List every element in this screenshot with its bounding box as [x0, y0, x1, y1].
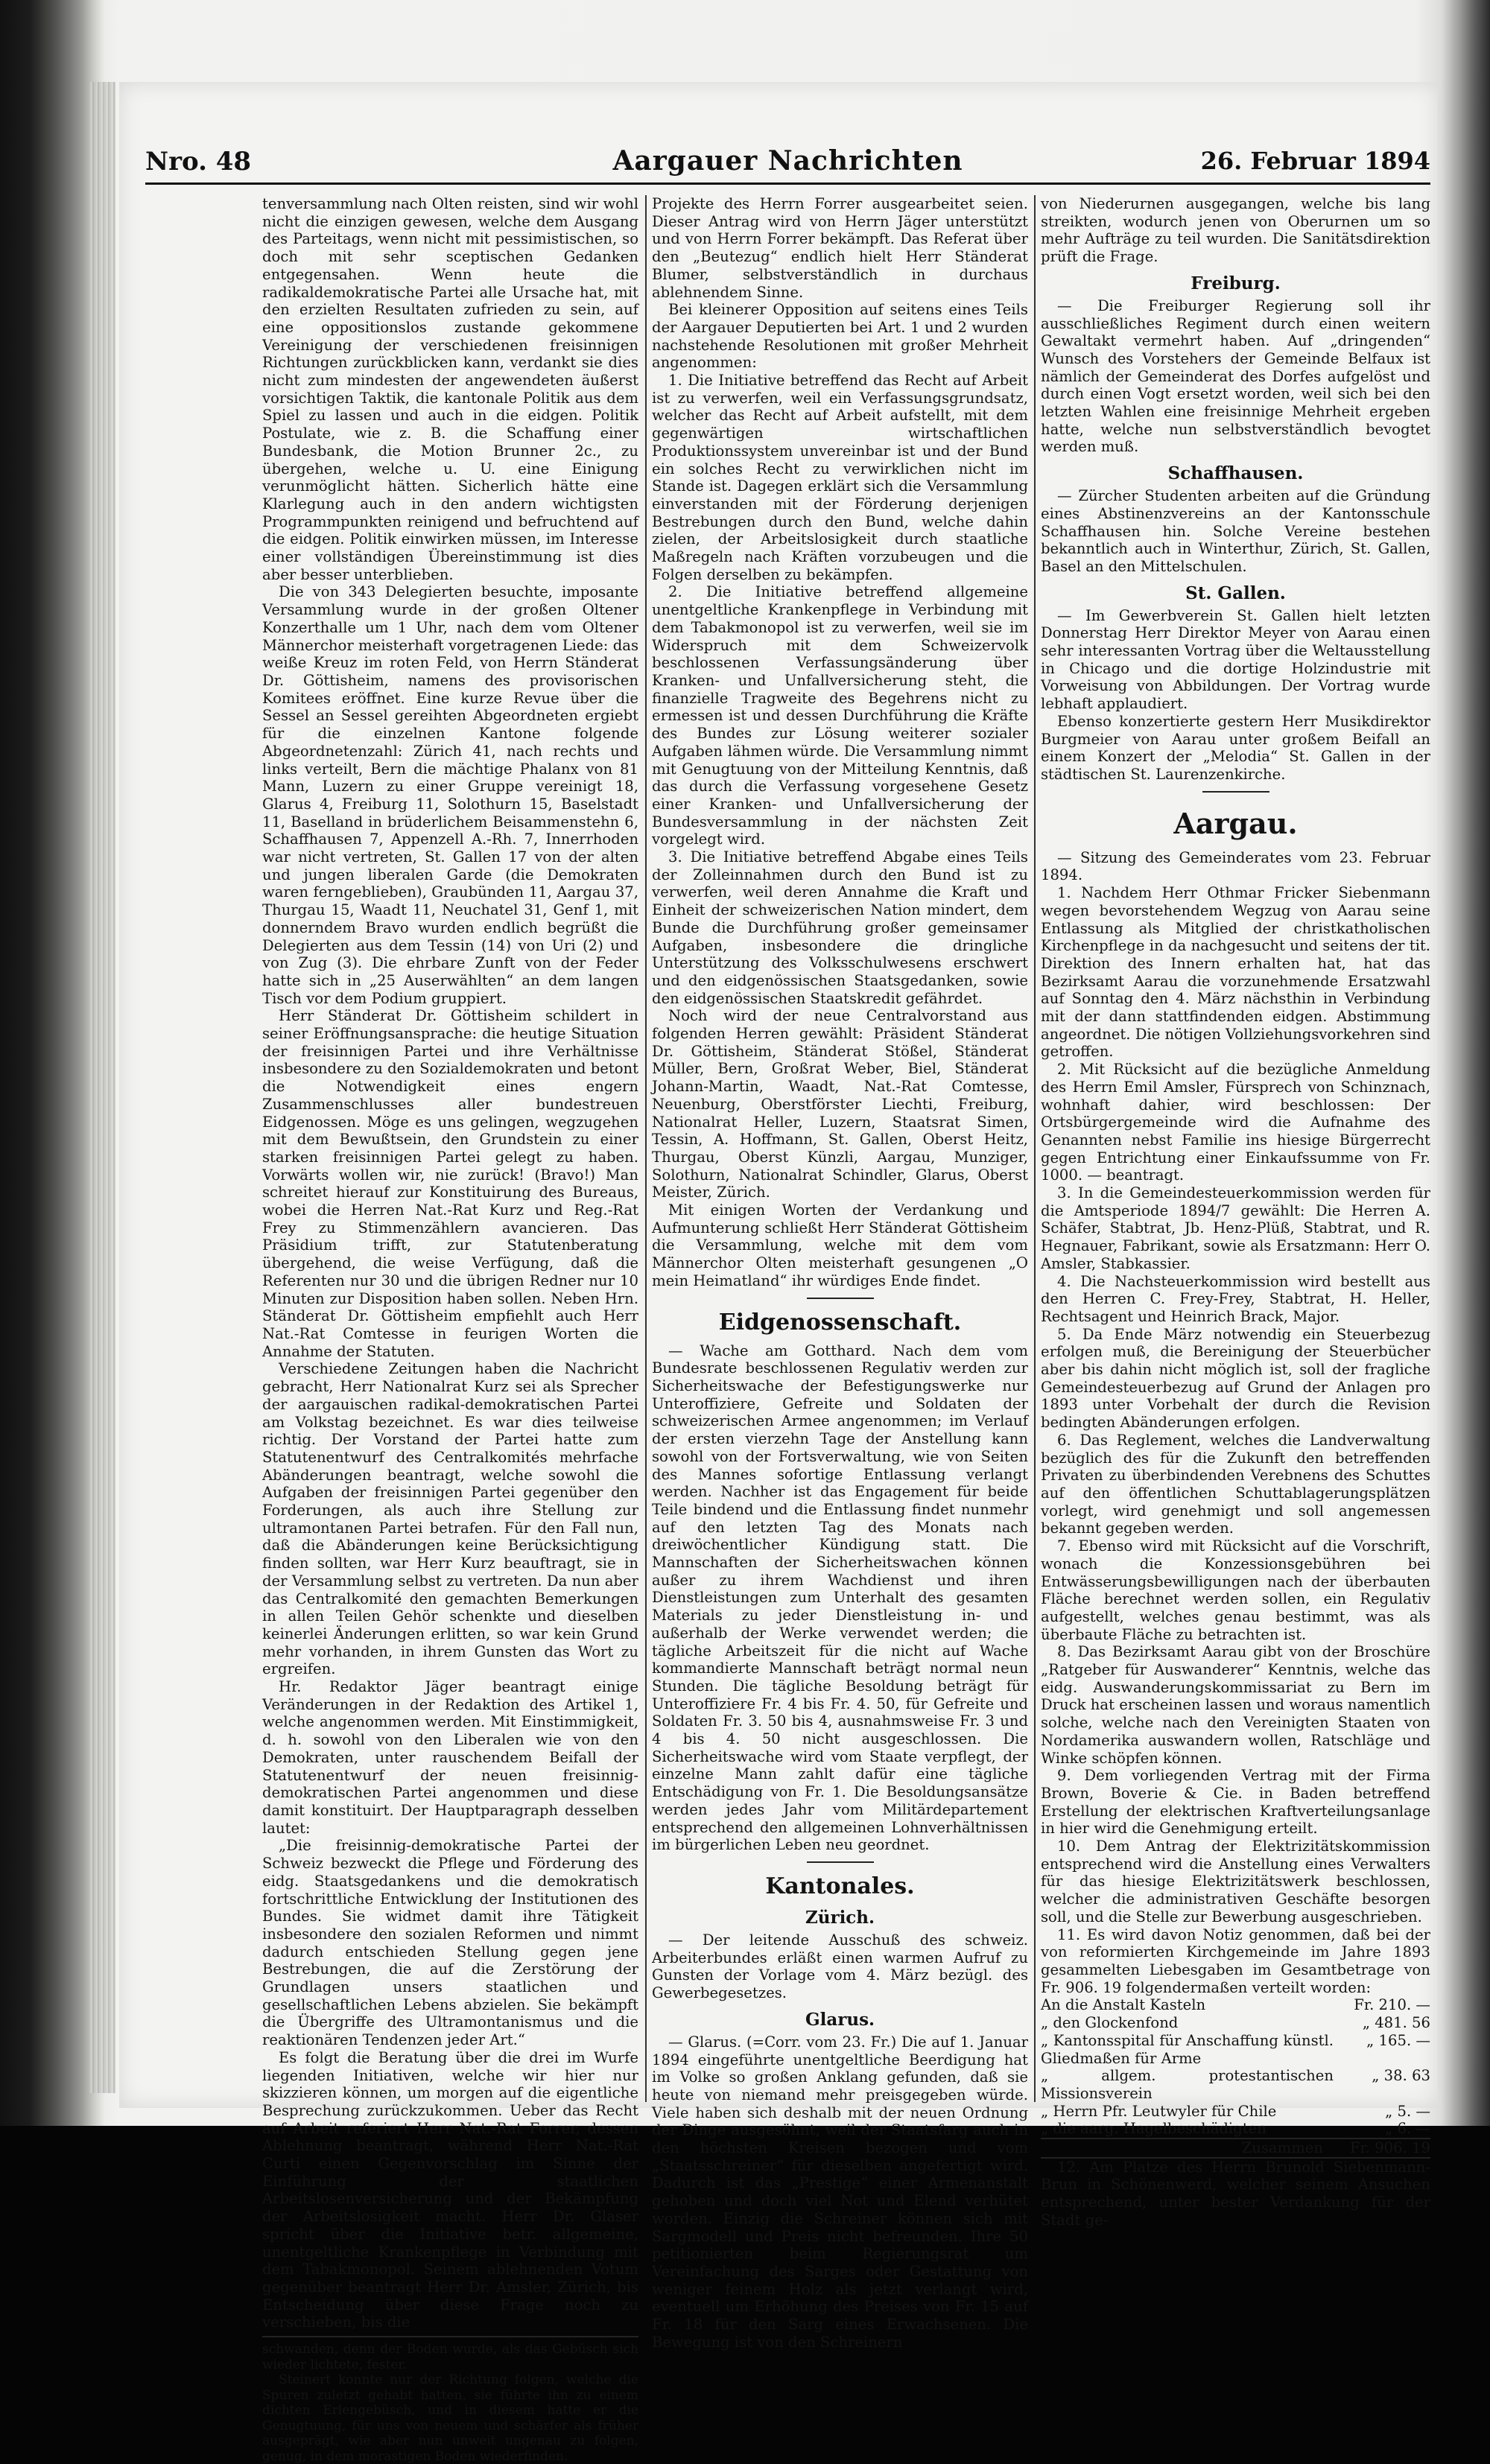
feuilleton-divider — [262, 2336, 638, 2337]
resolution-item: 2. Die Initiative betreffend allgemeine unentgeltliche Krankenpflege in Verbindung mit dem Tabakmonopol ist zu verwerfen, weil sie im Widerspruch mit dem Schweizervolk beschlossenen Verfassungsänderung über Kranken- und Unfallversicherung steht, die finanzielle Tragweite des Begehrens nicht zu ermessen ist und dessen Durchführung die Kräfte des Bundes zur Lösung weiterer sozialer Aufgaben lähmen würde. Die Versammlung nimmt mit Genugtuung von der Mitteilung Kenntnis, daß das durch die Verfassung vorgesehene Gesetz einer Kranken- und Unfallversicherung der Bundesversammlung in der nächsten Zeit vorgelegt wird. — [652, 583, 1028, 848]
section-divider — [807, 1861, 874, 1863]
ledger-label: „ Herrn Pfr. Leutwyler für Chile — [1041, 2102, 1277, 2120]
article-paragraph: „Die freisinnig-demokratische Partei der Schweiz bezweckt die Pflege und Förderung des eidg. Staatsgedankens und die demokratisch fortschrittliche Entwicklung der Institutionen des Bundes. Sie widmet damit ihre Tätigkeit insbesondere den sozialen Reformen und nimmt dadurch entschieden Stellung gegen jene Bestrebungen, die auf die Zerstörung der Grundlagen unsers staatlichen und gesellschaftlichen Lebens abzielen. Sie bekämpft die Übergriffe des Ultramontanismus und die reaktionären Tendenzen jeder Art.“ — [262, 1837, 638, 2049]
article-paragraph: — Zürcher Studenten arbeiten auf die Gründung eines Abstinenzvereins an der Kantonsschule Schaffhausen hin. Solche Vereine bestehen bekanntlich auch in Winterthur, Zürich, St. Gallen, Basel an den Mittelschulen. — [1041, 487, 1430, 575]
canton-heading-zurich: Zürich. — [805, 1907, 875, 1928]
article-paragraph: — Sitzung des Gemeinderates vom 23. Februar 1894. — [1041, 848, 1430, 884]
minutes-item: 5. Da Ende März notwendig ein Steuerbezug erfolgen muß, die Bereinigung der Steuerbücher aber bis dahin nicht möglich ist, soll der fragliche Gemeindesteuerbezug auf Grund der Anlagen pro 1893 unter Vorbehalt der durch die Revision bedingten Abänderungen erfolgen. — [1041, 1325, 1430, 1432]
ledger-total-label: Zusammen — [1041, 2138, 1334, 2158]
article-paragraph: Verschiedene Zeitungen haben die Nachricht gebracht, Herr Nationalrat Kurz sei als Sprecher der aargauischen radikal-demokratischen Partei am Volkstag bezeichnet. Es war dies teilweise richtig. Der Vorstand der Partei hatte zum Statutenentwurf des Centralkomités mehrfache Abänderungen beantragt, welche sowohl die Aufgaben der freisinnigen Partei gegenüber den Forderungen, als auch ihre Stellung zur ultramontanen Partei betrafen. Für den Fall nun, daß die Abänderungen keine Berücksichtigung finden sollten, war Herr Kurz beauftragt, sie in der Versammlung selbst zu vertreten. Da nun aber das Centralkomité den gemachten Bemerkungen in allen Teilen Gehör schenkte und dieselben keinerlei Änderungen erlitten, so war kein Grund mehr vorhanden, in ihrem Gunsten das Wort zu ergreifen. — [262, 1360, 638, 1678]
article-paragraph: Hr. Redaktor Jäger beantragt einige Veränderungen in der Redaktion des Artikel 1, welche angenommen werden. Mit Einstimmigkeit, d. h. sowohl von den Liberalen wie von den Demokraten, unter rauschendem Beifall der Statutenentwurf der neuen freisinnig-demokratischen Partei angenommen und diese damit konstituirt. Der Hauptparagraph desselben lautet: — [262, 1678, 638, 1837]
ledger-amount: „ 5. — — [1385, 2102, 1430, 2120]
minutes-item: 3. In die Gemeindesteuerkommission werden für die Amtsperiode 1894/7 gewählt: Die Herren A. Schäfer, Stabtrat, Jb. Henz-Plüß, Stabtrat, und R. Hegnauer, Fabrikant, sowie als Ersatzmann: Herr O. Amsler, Stabkassier. — [1041, 1184, 1430, 1272]
minutes-item: 10. Dem Antrag der Elektrizitätskommission entsprechend wird die Anstellung eines Verwalters für das hiesige Elektrizitätswerk beschlossen, welcher die administrativen Geschäfte besorgen soll, und die Stelle zur Bewerbung ausgeschrieben. — [1041, 1838, 1430, 1925]
ledger-label: „ Kantonsspital für Anschaffung künstl. Gliedmaßen für Arme — [1041, 2031, 1334, 2067]
column-rule — [645, 195, 647, 2102]
ledger-amount: „ 38. 63 — [1372, 2067, 1430, 2085]
ledger-total-amount: Fr. 906. 19 — [1334, 2138, 1430, 2158]
ledger-amount: „ 481. 56 — [1362, 2014, 1430, 2032]
article-paragraph: — Der leitende Ausschuß des schweiz. Arbeiterbundes erläßt einen warmen Aufruf zu Gunsten der Vorlage vom 4. März bezügl. des Gewerbegesetzes. — [652, 1931, 1028, 2002]
column-1 — [262, 195, 638, 2464]
column-3 — [1041, 195, 1430, 2229]
article-paragraph: — Glarus. (=Corr. vom 23. Fr.) Die auf 1. Januar 1894 eingeführte unentgeltliche Beerdigung hat im Volke so großen Anklang gefunden, daß sie heute von niemand mehr preisgegeben würde. Viele haben sich deshalb mit der neuen Ordnung der Dinge ausgesöhnt, weil der Staatsfarg auch in den höchsten Kreisen bezogen und vom „Staatsschreiner“ für dieselben angefertigt wird. Dadurch ist das „Prestige“ einer Armenanstalt gehoben und doch viel Not und Elend verhütet worden. Einzig die Schreiner können sich mit Sargmodell und Preis nicht befreunden. Ihre 50 petitionierten beim Regierungsrat um Vereinfachung des Sarges oder Gestattung von weniger feinem Holz als jetzt verlangt wird, eventuell um Erhöhung des Preises von Fr. 15 auf Fr. 18 für den Sarg eines Erwachsenen. Die Bewegung ist von den Schreinern — [652, 2033, 1028, 2351]
minutes-item: 8. Das Bezirksamt Aarau gibt von der Broschüre „Ratgeber für Auswanderer“ Kenntnis, welche das eidg. Auswanderungskommissariat zu Bern im Druck hat erscheinen lassen und woraus namentlich solche, welche nach den Vereinigten Staaten von Nordamerika auswandern wollen, Ratschläge und Winke schöpfen können. — [1041, 1643, 1430, 1767]
page-edge-strip — [89, 82, 115, 2093]
minutes-item: 4. Die Nachsteuerkommission wird bestellt aus den Herren C. Frey-Frey, Stabtrat, H. Heller, Rechtsagent und Heinrich Brack, Major. — [1041, 1272, 1430, 1325]
article-paragraph: von Niederurnen ausgegangen, welche bis lang streikten, wodurch jenen von Oberurnen um so mehr Aufträge zu teil wurden. Die Sanitätsdirektion prüft die Frage. — [1041, 195, 1430, 266]
article-paragraph: Es folgt die Beratung über die drei im Wurfe liegenden Initiativen, welche wir hier nur skizzieren können, um morgen auf die eigentliche Besprechung zurückzukommen. Ueber das Recht auf Arbeit referiert Herr Nat.-Rat Forrer, dessen Ablehnung beantragt, während Herr Nat.-Rat Curti einen Gegenvorschlag im Sinne der Einführung der staatlichen Arbeitslosenversicherung und der Bekämpfung der Arbeitslosigkeit macht. Herr Dr. Glaser spricht über die Initiative betr. allgemeine, unentgeltliche Krankenpflege in Verbindung mit dem Tabakmonopol. Seinem ablehnenden Votum gegenüber beantragt Herr Dr. Amsler, Zürich, bis Entscheidung über diese Frage noch zu verschieben, bis die — [262, 2048, 638, 2331]
section-heading-eidgenossenschaft: Eidgenossenschaft. — [718, 1309, 962, 1336]
article-paragraph: Ebenso konzertierte gestern Herr Musikdirektor Burgmeier von Aarau unter großem Beifall an einem Konzert der „Melodia“ St. Gallen in der städtischen St. Laurenzenkirche. — [1041, 712, 1430, 783]
canton-heading-glarus: Glarus. — [805, 2009, 875, 2030]
ledger-label: „ die aarg. Hagelbeschädigten — [1041, 2120, 1266, 2138]
section-divider — [1202, 791, 1269, 793]
resolution-item: 1. Die Initiative betreffend das Recht auf Arbeit ist zu verwerfen, weil ein Verfassungsgrundsatz, welcher das Recht auf Arbeit aufstellt, mit dem gegenwärtigen wirtschaftlichen Produktionssystem unvereinbar ist und der Bund ein solches Recht zu verwirklichen nicht im Stande ist. Dagegen erklärt sich die Versammlung einverstanden mit der Förderung derjenigen Bestrebungen durch den Bund, welche dahin zielen, der Arbeitslosigkeit durch staatliche Maßregeln nach Kräften vorzubeugen und die Folgen derselben zu bekämpfen. — [652, 372, 1028, 583]
ledger-amount: Fr. 210. — — [1354, 1996, 1430, 2014]
article-paragraph: — Wache am Gotthard. Nach dem vom Bundesrate beschlossenen Regulativ werden zur Sicherheitswache der Befestigungswerke nur Unteroffiziere, Gefreite und Soldaten der schweizerischen Armee angenommen; im Verlauf der ersten vierzehn Tage der Anstellung kann sowohl von der Fortsverwaltung, wie von Seiten des Mannes sofortige Entlassung verlangt werden. Nachher ist das Engagement für beide Teile bindend und die Entlassung findet nunmehr auf den letzten Tag des Monats nach dreiwöchentlicher Kündigung statt. Die Mannschaften der Sicherheitswachen können außer zu ihrem Wachdienst und ihren Dienstleistungen zum Unterhalt des gesamten Materials zu jeder Dienstleistung in- und außerhalb der Werke verwendet werden; die tägliche Arbeitszeit für die nicht auf Wache kommandierte Mannschaft beträgt normal neun Stunden. Die tägliche Besoldung beträgt für Unteroffiziere Fr. 4 bis Fr. 4. 50, für Gefreite und Soldaten Fr. 3. 50 bis 4, ausnahmsweise Fr. 3 und 4 bis 4. 50 nicht ausgeschlossen. Die Sicherheitswache wird vom Staate verpflegt, der einzelne Mann zahlt dafür eine tägliche Entschädigung von Fr. 1. Die Besoldungsansätze werden jedes Jahr vom Militärdepartement entsprechend den allgemeinen Lohnverhältnissen im bürgerlichen Leben neu geordnet. — [652, 1341, 1028, 1854]
article-paragraph: Mit einigen Worten der Verdankung und Aufmunterung schließt Herr Ständerat Göttisheim die Versammlung, welche mit dem vom Männerchor Olten meisterhaft gesungenen „O mein Heimatland“ ihr würdiges Ende findet. — [652, 1201, 1028, 1289]
resolution-item: 3. Die Initiative betreffend Abgabe eines Teils der Zolleinnahmen durch den Bund ist zu verwerfen, weil deren Annahme die Kraft und Einheit der schweizerischen Nation mindert, dem Bunde die Durchführung großer gemeinsamer Aufgaben, insbesondere die dringliche Unterstützung des Volksschulwesens erschwert und den eidgenössischen Staatsgedanken, sowie den eidgenössischen Staatskredit gefährdet. — [652, 848, 1028, 1007]
article-paragraph: Noch wird der neue Centralvorstand aus folgenden Herren gewählt: Präsident Ständerat Dr. Göttisheim, Ständerat Stößel, Ständerat Müller, Bern, Großrat Weber, Biel, Ständerat Johann-Martin, Waadt, Nat.-Rat Comtesse, Neuenburg, Oberstförster Liechti, Freiburg, Nationalrat Heller, Luzern, Staatsrat Simen, Tessin, A. Hoffmann, St. Gallen, Oberst Heitz, Thurgau, Oberst Künzli, Aargau, Munziger, Solothurn, Nationalrat Schindler, Glarus, Oberst Meister, Zürich. — [652, 1007, 1028, 1201]
minutes-item: 9. Dem vorliegenden Vertrag mit der Firma Brown, Boverie & Cie. in Baden betreffend Erstellung der elektrischen Kraftverteilungsanlage in hier wird die Genehmigung erteilt. — [1041, 1767, 1430, 1838]
minutes-item: 12. Am Platze des Herrn Brunold Siebenmann-Brun in Schönenwerd, welcher seinem Ansuchen entsprechend, unter bester Verdankung für der Stadt ge- — [1041, 2158, 1430, 2229]
ledger-row — [1041, 1996, 1430, 2014]
article-paragraph: Bei kleinerer Opposition auf seitens eines Teils der Aargauer Deputierten bei Art. 1 und 2 wurden nachstehende Resolutionen mit großer Mehrheit angenommen: — [652, 301, 1028, 372]
minutes-item: 1. Nachdem Herr Othmar Fricker Siebenmann wegen bevorstehendem Wegzug von Aarau seine Entlassung als Mitglied der christkatholischen Kirchenpflege in da nachgesucht und seitens der tit. Direktion des Innern erhalten hat, hat das Bezirksamt Aarau die vorzunehmende Ersatzwahl auf Sonntag den 4. März nächsthin in Verbindung mit der dann stattfindenden eidgen. Abstimmung angeordnet. Die nötigen Vollziehungsvorkehren sind getroffen. — [1041, 884, 1430, 1061]
article-paragraph: Herr Ständerat Dr. Göttisheim schildert in seiner Eröffnungsansprache: die heutige Situation der freisinnigen Partei und ihre Verhältnisse insbesondere zu den Sozialdemokraten und betont die Notwendigkeit eines engern Zusammenschlusses aller bundestreuen Eidgenossen. Möge es uns gelingen, wegzugehen mit dem Bewußtsein, den Grundstein zu einer starken freisinnigen Partei gelegt zu haben. Vorwärts wollen wir, nie zurück! (Bravo!) Man schreitet hierauf zur Konstituirung des Bureaus, wobei die Herren Nat.-Rat Kurz und Reg.-Rat Frey zu Stimmenzählern avancieren. Das Präsidium trifft, zur Statutenberatung übergehend, die weise Verfügung, daß die Referenten nur 30 und die übrigen Redner nur 10 Minuten zur Disposition haben sollen. Neben Hrn. Ständerat Dr. Göttisheim empfiehlt auch Herr Nat.-Rat Comtesse in feurigen Worten die Annahme der Statuten. — [262, 1007, 638, 1360]
minutes-item: 11. Es wird davon Notiz genommen, daß bei der von reformierten Kirchgemeinde im Jahre 1893 gesammelten Liebesgaben im Gesamtbetrage von Fr. 906. 19 folgendermaßen verteilt worden: — [1041, 1925, 1430, 1996]
newspaper-title: Aargauer Nachrichten — [612, 145, 963, 177]
ledger-label: „ den Glockenfond — [1041, 2014, 1179, 2032]
section-divider — [807, 1298, 874, 1299]
feuilleton-text: Steinert konnte nur der Richtung folgen, welche die Spuren zuletzt gehabt hatten, sie führte ihn zu einem dichten Erlengebüsch, und in diesem hatte er die Genugtuung, für uns von neuem und schärfer als früher ausgeprägt, wie aber nun unweit ungenau zu folgen, genug, in dem morastigen Boden wiederfinden. — [262, 2372, 638, 2464]
feuilleton-text: schwanden, denn der Boden wurde, als das Gebüsch sich wieder lichtete, fester. — [262, 2342, 638, 2372]
canton-heading-schaffhausen: Schaffhausen. — [1167, 463, 1304, 484]
ledger-row — [1041, 2067, 1430, 2102]
ledger-label: „ allgem. protestantischen Missionsverein — [1041, 2067, 1334, 2102]
minutes-item: 6. Das Reglement, welches die Landverwaltung bezüglich des für die Zukunft den betreffenden Privaten zu überbindenden Verebnens des Schuttes auf den öffentlichen Schuttablagerungsplätzen vorlegt, wird genehmigt und soll angemessen bekannt gegeben werden. — [1041, 1431, 1430, 1537]
ledger-row — [1041, 2014, 1430, 2032]
ledger-total-row — [1041, 2138, 1430, 2158]
column-2 — [652, 195, 1028, 2351]
article-paragraph: Projekte des Herrn Forrer ausgearbeitet seien. Dieser Antrag wird von Herrn Jäger unterstützt und von Herrn Forrer bekämpft. Das Referat über den „Beutezug“ endlich hielt Herr Ständerat Blumer, selbstverständlich in durchaus ablehnendem Sinne. — [652, 195, 1028, 301]
ledger-row — [1041, 2120, 1430, 2138]
ledger-row — [1041, 2032, 1430, 2067]
issue-date: 26. Februar 1894 — [1200, 147, 1430, 175]
canton-heading-st-gallen: St. Gallen. — [1185, 582, 1286, 603]
donation-ledger — [1041, 1996, 1430, 2158]
article-paragraph: — Die Freiburger Regierung soll ihr ausschließliches Regiment durch einen weitern Gewaltakt vermehrt haben. Auf „dringenden“ Wunsch des Vorstehers der Gemeinde Belfaux ist nämlich der Gemeinderat des Dorfes aufgelöst und durch einen Vogt ersetzt worden, weil sich bei den letzten Wahlen eine freisinnige Mehrheit ergeben hatte, welche nun selbstverständlich bevogtet werden muß. — [1041, 296, 1430, 456]
article-paragraph: tenversammlung nach Olten reisten, sind wir wohl nicht die einzigen gewesen, welche dem Ausgang des Parteitags, wenn nicht mit pessimistischen, so doch mit sehr sceptischen Gedanken entgegensahen. Wenn heute die radikaldemokratische Partei alle Ursache hat, mit den erzielten Resultaten zufrieden zu sein, auf eine oppositionslos zustande gekommene Vereinigung der verschiedenen freisinnigen Richtungen zurückblicken kann, verdankt sie dies nicht zum mindesten der angewendeten äußerst vorsichtigen Taktik, die kantonale Politik aus dem Spiel zu lassen und auch in die eidgen. Politik Postulate, wie z. B. die Schaffung einer Bundesbank, die Motion Brunner 2c., zu übergehen, welche u. U. eine Einigung verunmöglicht hätten. Sicherlich hätte eine Klarlegung auch in den andern wichtigsten Programmpunkten reinigend und befruchtend auf die eidgen. Politik einwirken müssen, im Interesse einer vollständigen Übereinstimmung ist dies aber besser unterblieben. — [262, 195, 638, 583]
section-heading-kantonales: Kantonales. — [765, 1873, 915, 1899]
ledger-amount: „ 165. — — [1366, 2031, 1430, 2049]
article-paragraph: — Im Gewerbverein St. Gallen hielt letzten Donnerstag Herr Direktor Meyer von Aarau einen sehr interessanten Vortrag über die Weltausstellung in Chicago und die dortige Holzindustrie mit Vorweisung von Abbildungen. Der Vortrag wurde lebhaft applaudiert. — [1041, 606, 1430, 713]
column-rule — [1034, 195, 1036, 2102]
ledger-row — [1041, 2103, 1430, 2121]
canton-heading-freiburg: Freiburg. — [1191, 273, 1281, 293]
section-heading-aargau: Aargau. — [1173, 806, 1298, 840]
minutes-item: 2. Mit Rücksicht auf die bezügliche Anmeldung des Herrn Emil Amsler, Fürsprech von Schinznach, wohnhaft dahier, wird beschlossen: Der Ortsbürgergemeinde wird die Aufnahme des Genannten nebst Familie ins hiesige Bürgerrecht gegen Entrichtung einer Einkaufssumme von Fr. 1000. — beantragt. — [1041, 1061, 1430, 1184]
minutes-item: 7. Ebenso wird mit Rücksicht auf die Vorschrift, wonach die Konzessionsgebühren bei Entwässerungsbewilligungen nach der überbauten Fläche berechnet werden sollen, ein Regulativ aufgestellt, welches genau bestimmt, was als überbaute Fläche zu betrachten ist. — [1041, 1537, 1430, 1643]
ledger-amount: „ 6. — — [1385, 2120, 1430, 2138]
issue-number: Nro. 48 — [145, 147, 252, 177]
article-paragraph: Die von 343 Delegierten besuchte, imposante Versammlung wurde in der großen Oltener Konzerthalle um 1 Uhr, nach dem vom Oltener Männerchor meisterhaft vorgetragenen Liede: das weiße Kreuz im roten Feld, von Herrn Ständerat Dr. Göttisheim, namens des provisorischen Komitees eröffnet. Eine kurze Revue über die Sessel an Sessel gereihten Abgeordneten ergiebt für die einzelnen Kantone folgende Abgeordnetenzahl: Zürich 41, nach rechts und links verteilt, Bern die mächtige Phalanx von 81 Mann, Luzern zu einer Gruppe vereinigt 18, Glarus 4, Freiburg 11, Solothurn 15, Baselstadt 11, Baselland in brüderlichem Beisammenstehn 6, Schaffhausen 7, Appenzell A.-Rh. 7, Innerrhoden war nicht vertreten, St. Gallen 17 von der alten und jungen liberalen Garde (die Demokraten waren ferngeblieben), Graubünden 11, Aargau 37, Thurgau 15, Waadt 11, Neuchatel 31, Genf 1, mit donnerndem Bravo wurden endlich begrüßt die Delegierten aus dem Tessin (14) von Uri (2) und von Zug (3). Die ehrbare Zunft von der Feder hatte sich in „25 Auserwählten“ an dem langen Tisch vor dem Podium gruppiert. — [262, 583, 638, 1007]
masthead — [145, 145, 1430, 185]
ledger-label: An die Anstalt Kasteln — [1041, 1996, 1206, 2014]
